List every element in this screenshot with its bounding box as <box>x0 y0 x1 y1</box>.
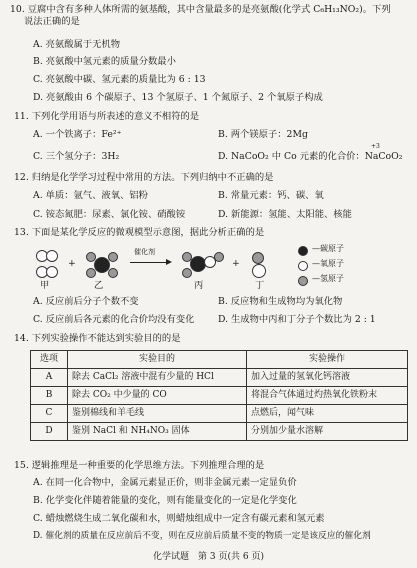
table-row <box>31 369 408 387</box>
question-13-option-c: C. 反应前后各元素的化合价均没有变化 <box>33 314 195 325</box>
question-12-stem: 12. 归纳是化学学习过程中常用的方法。下列归纳中不正确的是 <box>14 172 274 183</box>
molecule-yi-atom <box>108 252 118 262</box>
question-10-option-a: A. 亮氨酸属于无机物 <box>33 39 120 50</box>
table-row <box>31 387 408 405</box>
molecule-yi-atom <box>108 268 118 278</box>
arrow-head-icon <box>166 259 172 265</box>
question-10-option-c: C. 亮氨酸中碳、氢元素的质量比为 6 : 13 <box>33 74 206 85</box>
label-bing: 丙 <box>194 280 204 291</box>
question-15-stem: 15. 逻辑推理是一种重要的化学思维方法。下列推理合理的是 <box>14 460 265 471</box>
table-cell: 点燃后，闻气味 <box>247 405 408 423</box>
table-cell: A <box>31 369 68 387</box>
reaction-arrow <box>130 262 170 263</box>
plus-sign: + <box>68 258 76 269</box>
question-15-option-d: D. 催化剂的质量在反应前后不变，则在反应前后质量不变的物质一定是该反应的催化剂 <box>33 531 371 541</box>
question-12-option-d: D. 新能源：氢能、太阳能、核能 <box>218 209 352 220</box>
table-cell: B <box>31 387 68 405</box>
question-11-option-c: C. 三个氢分子：3H₂ <box>33 151 120 162</box>
plus-sign: + <box>232 258 240 269</box>
table-cell: 除去 CaCl₂ 溶液中混有少量的 HCl <box>68 369 247 387</box>
molecule-ding-atom <box>252 264 266 278</box>
label-ding: 丁 <box>255 280 265 291</box>
table-row <box>31 405 408 423</box>
molecule-jia-atom <box>46 266 58 278</box>
table-cell: 鉴别 NaCl 和 NH₄NO₃ 固体 <box>68 423 247 441</box>
question-10-option-b: B. 亮氨酸中氢元素的质量分数最小 <box>33 56 176 67</box>
experiment-table <box>30 350 408 441</box>
question-12-option-b: B. 常量元素：钙、碳、氧 <box>218 190 324 201</box>
question-11-option-a: A. 一个铁离子：Fe²⁺ <box>33 129 122 140</box>
table-row <box>31 423 408 441</box>
question-13-option-b: B. 反应物和生成物均为氧化物 <box>218 296 343 307</box>
legend-hydrogen: —氢原子 <box>312 274 344 283</box>
molecule-jia-atom <box>46 250 58 262</box>
question-15-option-a: A. 在同一化合物中，金属元素显正价，则非金属元素一定显负价 <box>33 477 297 488</box>
table-cell: 鉴别棉线和羊毛线 <box>68 405 247 423</box>
hydrogen-atom-icon <box>298 276 308 286</box>
question-12-option-a: A. 单质：氩气、液氧、铝粉 <box>33 190 148 201</box>
legend-oxygen: —氧原子 <box>312 259 344 268</box>
molecule-ding-atom <box>252 252 264 264</box>
question-15-option-c: C. 蜡烛燃烧生成二氧化碳和水，则蜡烛组成中一定含有碳元素和氢元素 <box>33 513 325 524</box>
valence-mark: +3 <box>371 143 380 150</box>
table-cell: 除去 CO₂ 中少量的 CO <box>68 387 247 405</box>
header-operation: 实验操作 <box>247 351 408 369</box>
page-footer: 化学试题 第 3 页(共 6 页) <box>153 552 264 562</box>
table-cell: 加入过量的氢氧化钙溶液 <box>247 369 408 387</box>
question-11-stem: 11. 下列化学用语与所表述的意义不相符的是 <box>14 111 200 122</box>
header-purpose: 实验目的 <box>68 351 247 369</box>
question-13-stem: 13. 下面是某化学反应的微观模型示意图，据此分析正确的是 <box>14 227 265 238</box>
question-11-option-b: B. 两个镁原子：2Mg <box>218 129 308 140</box>
molecule-yi-atom <box>86 268 96 278</box>
carbon-atom-icon <box>298 246 308 256</box>
question-13-option-a: A. 反应前后分子个数不变 <box>33 296 139 307</box>
table-cell: 分别加少量水溶解 <box>247 423 408 441</box>
oxygen-atom-icon <box>298 261 308 271</box>
label-yi: 乙 <box>94 280 104 291</box>
question-11-option-d: D. NaCoO₂ 中 Co 元素的化合价：NaCoO₂ <box>218 151 403 162</box>
table-cell: C <box>31 405 68 423</box>
question-14-stem: 14. 下列实验操作不能达到实验目的的是 <box>14 333 181 344</box>
header-option: 选项 <box>31 351 68 369</box>
molecule-bing-atom <box>182 268 192 278</box>
question-10-stem: 10. 豆腐中含有多种人体所需的氨基酸，其中含量最多的是亮氨酸(化学式 C₆H₁₃NO₂)。下列 <box>10 4 391 15</box>
molecule-bing-atom <box>214 252 224 262</box>
label-jia: 甲 <box>40 280 50 291</box>
table-cell: 将混合气体通过灼热氧化铁粉末 <box>247 387 408 405</box>
question-10-option-d: D. 亮氨酸由 6 个碳原子、13 个氢原子、1 个氮原子、2 个氧原子构成 <box>33 92 323 103</box>
question-13-option-d: D. 生成物中丙和丁分子个数比为 2 : 1 <box>218 314 376 325</box>
reaction-diagram <box>30 244 390 294</box>
table-header-row <box>31 351 408 369</box>
catalyst-label: 催化剂 <box>134 248 155 256</box>
legend-carbon: —碳原子 <box>312 244 344 253</box>
question-10 <box>10 4 410 27</box>
table-cell: D <box>31 423 68 441</box>
question-10-stem-cont: 说法正确的是 <box>24 15 80 27</box>
question-12-option-c: C. 铵态氮肥：尿素、氯化铵、硝酸铵 <box>33 209 186 220</box>
question-15-option-b: B. 化学变化伴随着能量的变化，则有能量变化的一定是化学变化 <box>33 495 297 506</box>
